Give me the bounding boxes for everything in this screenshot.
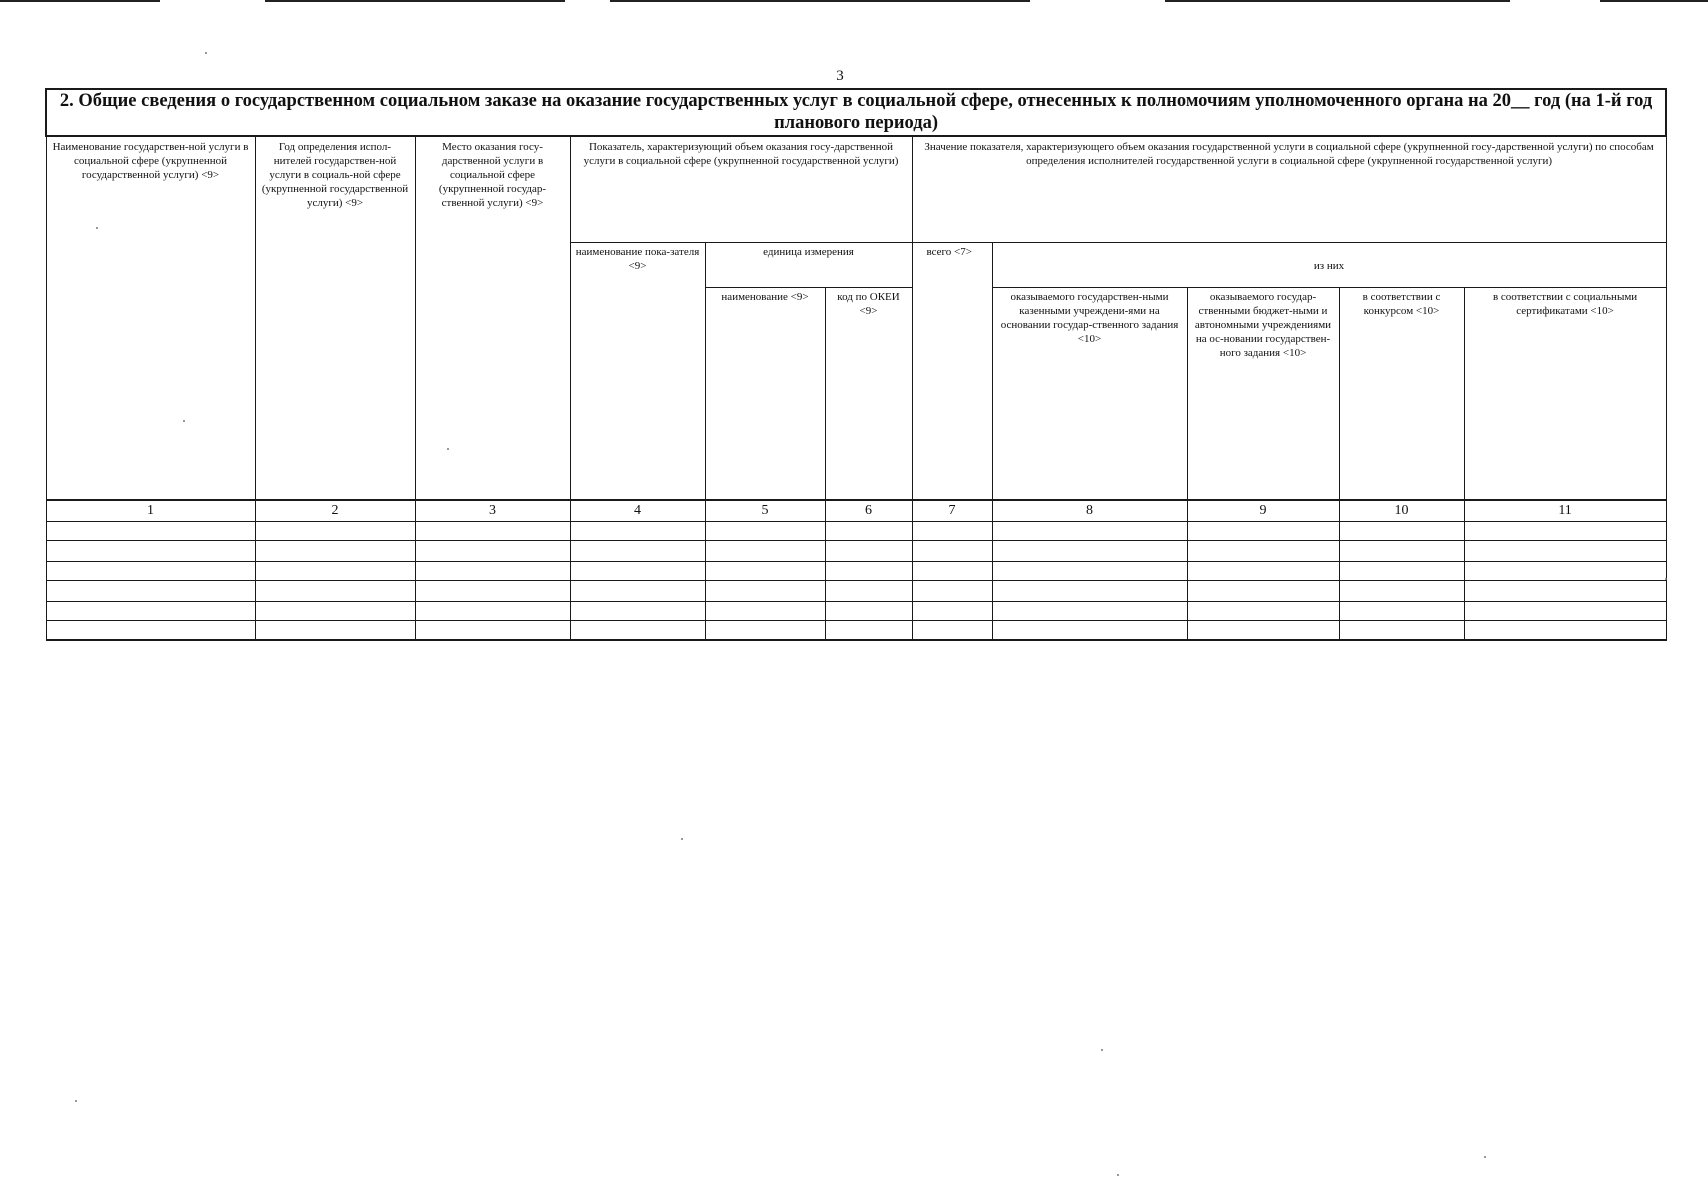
table-row xyxy=(46,580,1666,601)
table-cell xyxy=(1464,561,1666,580)
table-row xyxy=(46,540,1666,561)
table-cell xyxy=(705,540,825,561)
table-cell xyxy=(1187,540,1339,561)
table-title-row xyxy=(46,89,1666,136)
table-cell xyxy=(415,561,570,580)
table-cell xyxy=(46,521,255,540)
scan-speck xyxy=(447,448,449,450)
header-value-group: Значение показателя, характеризующего объем оказания государственной услуги в социальной сфере (укрупненной госу-дарственной услуги) по способам определения исполнителей государственной услуги в социальной сфере (укрупненной государственной услуги) xyxy=(912,136,1666,243)
table-cell xyxy=(705,561,825,580)
header-service-place: Место оказания госу-дарственной услуги в социальной сфере (укрупненной государ-ственной услуги) <9> xyxy=(415,136,570,500)
table-cell xyxy=(570,521,705,540)
column-number: 11 xyxy=(1464,500,1666,522)
table-row xyxy=(46,561,1666,580)
table-cell xyxy=(912,521,992,540)
header-unit-name: наименование <9> xyxy=(705,287,825,500)
top-edge-line xyxy=(1600,0,1708,2)
header-unit-group: единица измерения xyxy=(705,242,912,287)
table-cell xyxy=(1464,580,1666,601)
table-cell xyxy=(705,601,825,620)
table-cell xyxy=(255,601,415,620)
table-cell xyxy=(1339,540,1464,561)
table-cell xyxy=(415,620,570,640)
table-cell xyxy=(992,521,1187,540)
header-year-determination: Год определения испол-нителей государствен-ной услуги в социаль-ной сфере (укрупненной государственной услуги) <9> xyxy=(255,136,415,500)
table-cell xyxy=(825,521,912,540)
column-number: 9 xyxy=(1187,500,1339,522)
header-total: всего <7> xyxy=(912,242,992,500)
table-cell xyxy=(705,620,825,640)
table-cell xyxy=(912,540,992,561)
table-cell xyxy=(912,601,992,620)
table-cell xyxy=(992,580,1187,601)
table-title: 2. Общие сведения о государственном социальном заказе на оказание государственных услуг в социальной сфере, отнесенных к полномочиям уполномоченного органа на 20__ год (на 1-й год планового периода) xyxy=(46,89,1666,136)
header-indicator-name: наименование пока-зателя <9> xyxy=(570,242,705,500)
column-number: 8 xyxy=(992,500,1187,522)
header-by-social-certificates: в соответствии с социальными сертификатами <10> xyxy=(1464,287,1666,500)
table-cell xyxy=(255,540,415,561)
table-cell xyxy=(1187,601,1339,620)
table-row xyxy=(46,620,1666,640)
table-cell xyxy=(255,580,415,601)
table-cell xyxy=(825,540,912,561)
scan-speck xyxy=(205,52,207,54)
table-cell xyxy=(46,580,255,601)
scan-speck xyxy=(96,227,98,229)
page-number: 3 xyxy=(836,68,844,84)
top-edge-line xyxy=(610,0,1030,2)
table-cell xyxy=(1339,580,1464,601)
column-number: 2 xyxy=(255,500,415,522)
table-cell xyxy=(570,601,705,620)
header-okei-code: код по ОКЕИ <9> xyxy=(825,287,912,500)
table-cell xyxy=(415,540,570,561)
scan-speck xyxy=(1101,1049,1103,1051)
top-edge-line xyxy=(265,0,565,2)
table-cell xyxy=(1187,521,1339,540)
scan-speck xyxy=(681,838,683,840)
table-cell xyxy=(415,521,570,540)
table-cell xyxy=(1187,561,1339,580)
table-cell xyxy=(570,540,705,561)
table-cell xyxy=(992,540,1187,561)
table-cell xyxy=(255,620,415,640)
table-cell xyxy=(415,580,570,601)
table-cell xyxy=(705,580,825,601)
column-number: 10 xyxy=(1339,500,1464,522)
table-cell xyxy=(255,561,415,580)
table-cell xyxy=(992,620,1187,640)
table-cell xyxy=(46,620,255,640)
table-cell xyxy=(1339,620,1464,640)
column-number: 1 xyxy=(46,500,255,522)
table-cell xyxy=(912,620,992,640)
header-of-which: из них xyxy=(992,242,1666,287)
column-number: 6 xyxy=(825,500,912,522)
table-cell xyxy=(992,561,1187,580)
top-edge-line xyxy=(1165,0,1510,2)
column-number: 3 xyxy=(415,500,570,522)
table-cell xyxy=(1187,580,1339,601)
table-row xyxy=(46,601,1666,620)
table-cell xyxy=(1339,561,1464,580)
top-edge-line xyxy=(0,0,160,2)
table-cell xyxy=(1464,601,1666,620)
scan-speck xyxy=(1117,1174,1119,1176)
table-cell xyxy=(825,580,912,601)
header-by-tender: в соответствии с конкурсом <10> xyxy=(1339,287,1464,500)
table-cell xyxy=(46,540,255,561)
scan-speck xyxy=(75,1100,77,1102)
table-cell xyxy=(570,561,705,580)
table-cell xyxy=(255,521,415,540)
table-row xyxy=(46,521,1666,540)
table-cell xyxy=(825,561,912,580)
table-cell xyxy=(825,620,912,640)
table-cell xyxy=(912,561,992,580)
table-cell xyxy=(912,580,992,601)
table-cell xyxy=(570,580,705,601)
table-cell xyxy=(705,521,825,540)
column-number: 5 xyxy=(705,500,825,522)
table-cell xyxy=(1339,521,1464,540)
column-number-row xyxy=(46,500,1666,522)
header-indicator-group: Показатель, характеризующий объем оказания госу-дарственной услуги в социальной сфере (укрупненной государственной услуги) xyxy=(570,136,912,243)
table-cell xyxy=(1339,601,1464,620)
social-order-table xyxy=(45,88,1667,641)
table-cell xyxy=(570,620,705,640)
table-cell xyxy=(1464,540,1666,561)
table-cell xyxy=(1464,620,1666,640)
header-budget-autonomous-institutions: оказываемого государ-ственными бюджет-ными и автономными учреждениями на ос-новании государствен-ного задания <10> xyxy=(1187,287,1339,500)
column-number: 4 xyxy=(570,500,705,522)
table-cell xyxy=(825,601,912,620)
table-cell xyxy=(415,601,570,620)
header-service-name: Наименование государствен-ной услуги в социальной сфере (укрупненной государственной услуги) <9> xyxy=(46,136,255,500)
column-number: 7 xyxy=(912,500,992,522)
table-cell xyxy=(46,561,255,580)
table-cell xyxy=(46,601,255,620)
scan-speck xyxy=(1665,578,1667,580)
header-row-1 xyxy=(46,136,1666,243)
table-cell xyxy=(992,601,1187,620)
scan-speck xyxy=(1484,1156,1486,1158)
header-state-owned-institutions: оказываемого государствен-ными казенными учреждени-ями на основании государ-ственного задания <10> xyxy=(992,287,1187,500)
table-cell xyxy=(1464,521,1666,540)
table-cell xyxy=(1187,620,1339,640)
scan-speck xyxy=(183,420,185,422)
